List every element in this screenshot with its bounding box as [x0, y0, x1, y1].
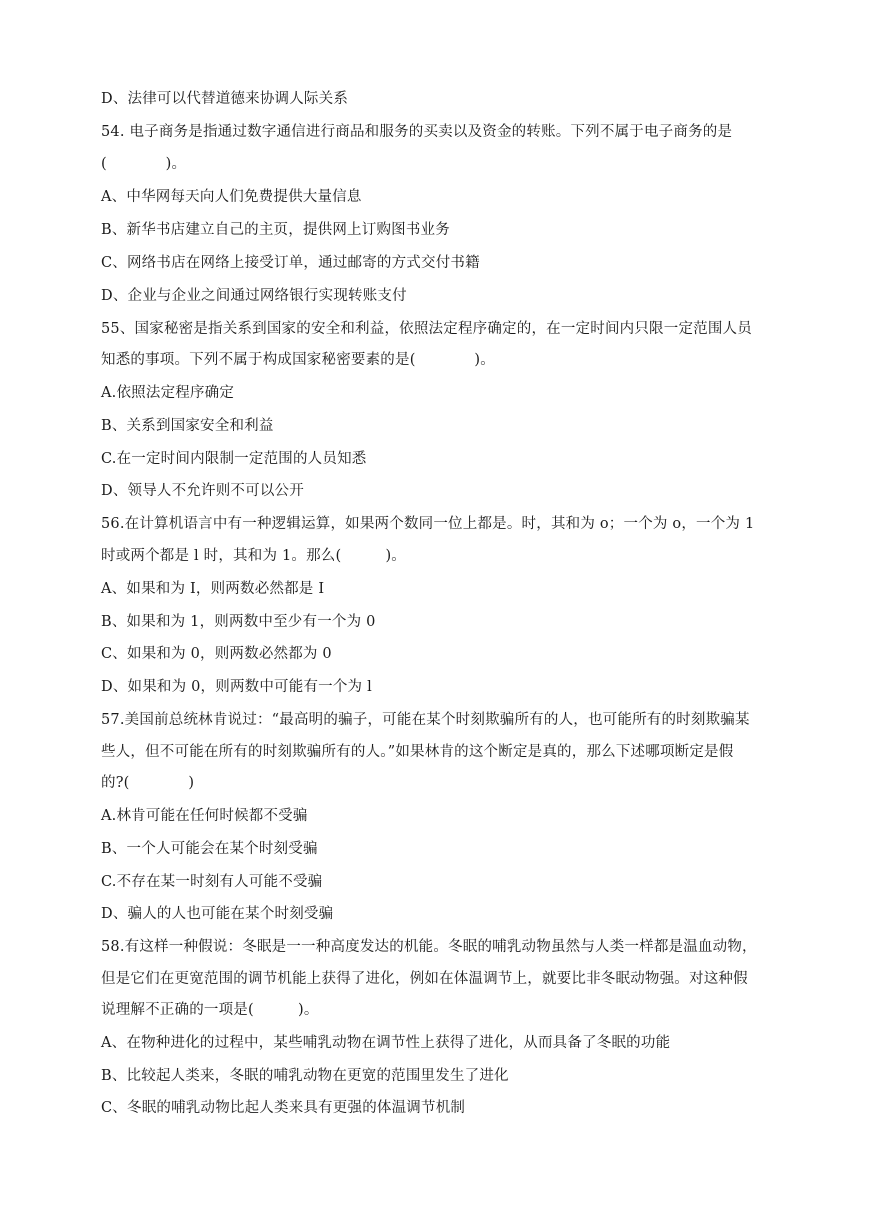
q54-option-b: B、新华书店建立自己的主页，提供网上订购图书业务	[101, 222, 450, 238]
q54-stem-line-1: 54. 电子商务是指通过数字通信进行商品和服务的买卖以及资金的转账。下列不属于电子商务的是	[101, 124, 733, 140]
q56-option-c: C、如果和为 0，则两数必然都为 0	[101, 646, 332, 662]
q58-stem-line-1: 58.有这样一种假说：冬眠是一一种高度发达的机能。冬眠的哺乳动物虽然与人类一样都是温血动物，	[101, 939, 757, 955]
q54-option-d: D、企业与企业之间通过网络银行实现转账支付	[101, 288, 407, 304]
q55-stem-line-1: 55、国家秘密是指关系到国家的安全和利益，依照法定程序确定的，在一定时间内只限一定范围人员	[101, 321, 752, 337]
q54-stem-line-2: ( )。	[101, 156, 187, 172]
q55-option-c: C.在一定时间内限制一定范围的人员知悉	[101, 451, 367, 467]
q57-option-b: B、一个人可能会在某个时刻受骗	[101, 841, 318, 857]
q57-stem-line-1: 57.美国前总统林肯说过：“最高明的骗子，可能在某个时刻欺骗所有的人，也可能所有的时刻欺骗某	[101, 712, 750, 728]
q54-option-a: A、中华网每天向人们免费提供大量信息	[101, 189, 362, 205]
q57-option-c: C.不存在某一时刻有人可能不受骗	[101, 874, 323, 890]
q53-option-d: D、法律可以代替道德来协调人际关系	[101, 91, 349, 107]
q55-stem-line-2: 知悉的事项。下列不属于构成国家秘密要素的是( )。	[101, 352, 495, 368]
q57-option-a: A.林肯可能在任何时候都不受骗	[101, 808, 308, 824]
q58-option-b: B、比较起人类来，冬眠的哺乳动物在更宽的范围里发生了进化	[101, 1068, 509, 1084]
q57-stem-line-3: 的?( )	[101, 775, 195, 791]
q55-option-b: B、关系到国家安全和利益	[101, 418, 274, 434]
q56-option-a: A、如果和为 I，则两数必然都是 I	[101, 581, 325, 597]
q58-stem-line-3: 说理解不正确的一项是( )。	[101, 1002, 319, 1018]
q55-option-a: A.依照法定程序确定	[101, 385, 235, 401]
q56-option-b: B、如果和为 1，则两数中至少有一个为 0	[101, 614, 376, 630]
q58-option-c: C、冬眠的哺乳动物比起人类来具有更强的体温调节机制	[101, 1100, 466, 1116]
q55-option-d: D、领导人不允许则不可以公开	[101, 483, 304, 499]
q57-stem-line-2: 些人，但不可能在所有的时刻欺骗所有的人。”如果林肯的这个断定是真的，那么下述哪项断定是假	[101, 744, 734, 760]
q56-option-d: D、如果和为 0，则两数中可能有一个为 l	[101, 679, 372, 695]
q56-stem-line-1: 56.在计算机语言中有一种逻辑运算，如果两个数同一位上都是。时，其和为 o；一个为 o，一个为 1	[101, 516, 755, 532]
q57-option-d: D、骗人的人也可能在某个时刻受骗	[101, 906, 334, 922]
q56-stem-line-2: 时或两个都是 l 时，其和为 1。那么( )。	[101, 548, 407, 564]
q54-option-c: C、网络书店在网络上接受订单，通过邮寄的方式交付书籍	[101, 255, 480, 271]
q58-option-a: A、在物种进化的过程中，某些哺乳动物在调节性上获得了进化，从而具备了冬眠的功能	[101, 1035, 671, 1051]
q58-stem-line-2: 但是它们在更宽范围的调节机能上获得了进化，例如在体温调节上，就要比非冬眠动物强。对这种假	[101, 971, 748, 987]
